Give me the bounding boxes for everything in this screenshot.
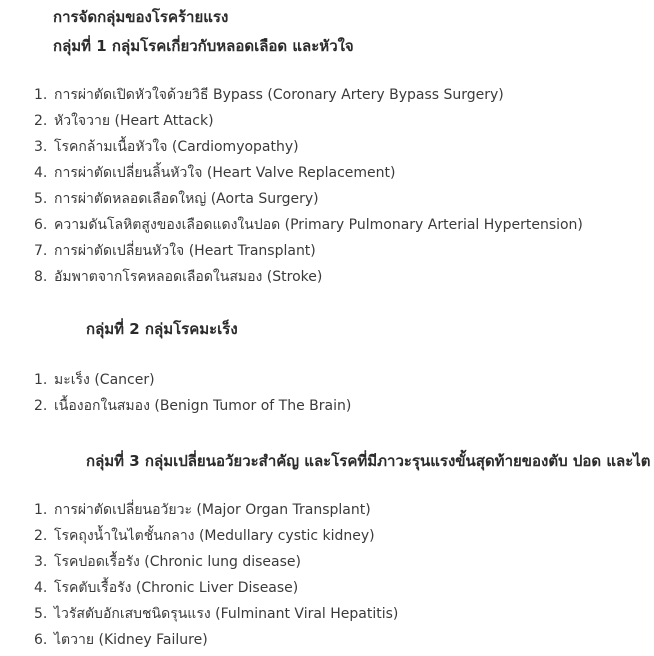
list-item (34, 241, 583, 267)
list-item-text: การผ่าตัดเปลี่ยนอวัยวะ (Major Organ Transplant) (54, 502, 371, 518)
list-item (34, 630, 398, 656)
list-item-text: โรคตับเรื้อรัง (Chronic Liver Disease) (54, 580, 299, 596)
list-item-text: การผ่าตัดเปิดหัวใจด้วยวิธี Bypass (Coronary Artery Bypass Surgery) (54, 87, 504, 103)
list-item-text: มะเร็ง (Cancer) (54, 372, 155, 388)
list-item-text: ไตวาย (Kidney Failure) (54, 632, 208, 648)
page-title: การจัดกลุ่มของโรคร้ายแรง (53, 8, 229, 26)
list-item-text: โรคถุงน้ำในไตชั้นกลาง (Medullary cystic kidney) (54, 528, 375, 544)
list-item-number: 4. (34, 165, 48, 181)
list-item (34, 189, 583, 215)
list-item-number: 1. (34, 87, 48, 103)
list-item (34, 267, 583, 293)
list-item-number: 1. (34, 502, 48, 518)
group-3-list (34, 500, 398, 656)
list-item (34, 396, 351, 422)
list-item-text: โรคปอดเรื้อรัง (Chronic lung disease) (54, 554, 301, 570)
list-item (34, 552, 398, 578)
list-item-number: 3. (34, 139, 48, 155)
group-2-list (34, 370, 351, 422)
list-item (34, 526, 398, 552)
list-item-text: การผ่าตัดเปลี่ยนหัวใจ (Heart Transplant) (54, 243, 316, 259)
list-item-number: 3. (34, 554, 48, 570)
list-item-text: การผ่าตัดเปลี่ยนลิ้นหัวใจ (Heart Valve Replacement) (54, 165, 396, 181)
list-item (34, 215, 583, 241)
list-item-text: โรคกล้ามเนื้อหัวใจ (Cardiomyopathy) (54, 139, 299, 155)
group-1-list (34, 85, 583, 293)
list-item-text: เนื้องอกในสมอง (Benign Tumor of The Brain) (54, 398, 352, 414)
list-item-number: 6. (34, 217, 48, 233)
list-item-number: 6. (34, 632, 48, 648)
list-item-text: อัมพาตจากโรคหลอดเลือดในสมอง (Stroke) (54, 269, 323, 285)
list-item-number: 8. (34, 269, 48, 285)
list-item-number: 2. (34, 528, 48, 544)
list-item (34, 500, 398, 526)
list-item-number: 7. (34, 243, 48, 259)
list-item (34, 604, 398, 630)
list-item-number: 4. (34, 580, 48, 596)
list-item-number: 5. (34, 606, 48, 622)
list-item-text: การผ่าตัดหลอดเลือดใหญ่ (Aorta Surgery) (54, 191, 319, 207)
group-2-heading: กลุ่มที่ 2 กลุ่มโรคมะเร็ง (86, 320, 238, 338)
list-item-number: 2. (34, 398, 48, 414)
group-1-heading: กลุ่มที่ 1 กลุ่มโรคเกี่ยวกับหลอดเลือด และหัวใจ (53, 37, 354, 55)
list-item-text: ความดันโลหิตสูงของเลือดแดงในปอด (Primary Pulmonary Arterial Hypertension) (54, 217, 583, 233)
list-item-number: 2. (34, 113, 48, 129)
list-item (34, 370, 351, 396)
list-item-text: ไวรัสตับอักเสบชนิดรุนแรง (Fulminant Viral Hepatitis) (54, 606, 399, 622)
list-item (34, 137, 583, 163)
list-item (34, 163, 583, 189)
list-item-number: 5. (34, 191, 48, 207)
list-item (34, 111, 583, 137)
list-item (34, 85, 583, 111)
list-item (34, 578, 398, 604)
list-item-number: 1. (34, 372, 48, 388)
list-item-text: หัวใจวาย (Heart Attack) (54, 113, 214, 129)
group-3-heading: กลุ่มที่ 3 กลุ่มเปลี่ยนอวัยวะสำคัญ และโรคที่มีภาวะรุนแรงขั้นสุดท้ายของตับ ปอด และไต (86, 452, 651, 470)
